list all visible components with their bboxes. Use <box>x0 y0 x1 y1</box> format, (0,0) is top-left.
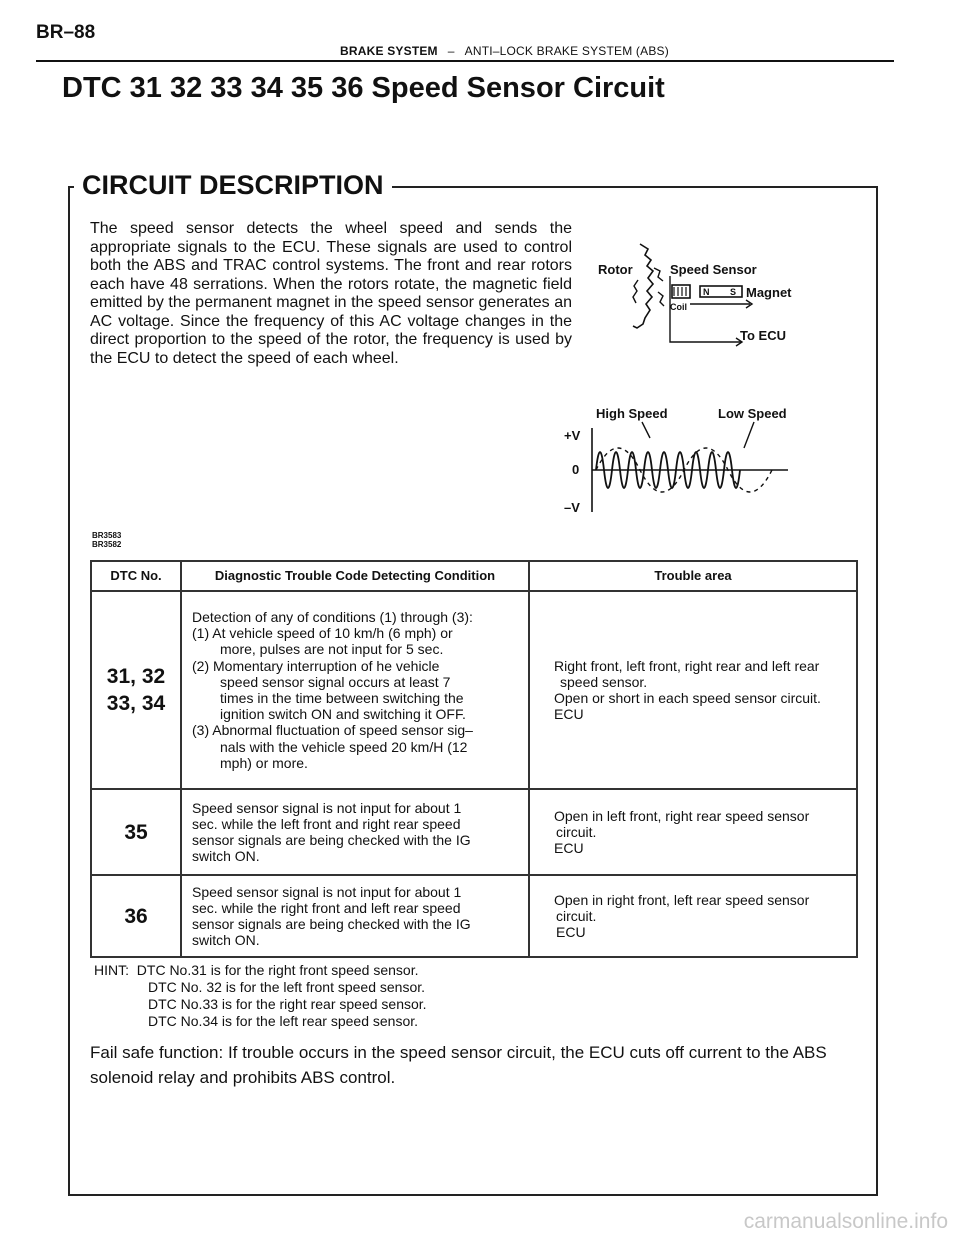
dtc-code: 36 <box>124 904 148 928</box>
label-speed-sensor: Speed Sensor <box>670 262 757 277</box>
watermark: carmanualsonline.info <box>743 1210 948 1233</box>
label-to-ecu: To ECU <box>740 328 786 343</box>
label-low-speed: Low Speed <box>718 406 787 421</box>
dtc-code-cell <box>91 789 181 875</box>
trouble-area-cell <box>529 591 857 789</box>
speed-sensor-diagram <box>596 240 806 350</box>
condition-line: speed sensor signal occurs at least 7 <box>220 673 451 690</box>
dtc-code-cell <box>91 591 181 789</box>
condition-line: sensor signals are being checked with the IG <box>192 832 471 848</box>
label-magnet: Magnet <box>746 285 792 300</box>
trouble-area-cell <box>529 875 857 957</box>
condition-line: Speed sensor signal is not input for about 1 <box>192 883 462 900</box>
condition-line: sec. while the left front and right rear speed <box>192 815 461 832</box>
trouble-area-line: circuit. <box>556 907 597 924</box>
waveform-diagram <box>560 402 810 520</box>
trouble-area-line: ECU <box>554 840 584 857</box>
dtc-code: 33, 34 <box>106 692 166 715</box>
condition-cell <box>181 875 529 957</box>
condition-line: nals with the vehicle speed 20 km/H (12 <box>220 738 468 755</box>
dtc-code-cell <box>91 875 181 957</box>
magnet-pole-n: N <box>703 287 710 297</box>
section-heading: CIRCUIT DESCRIPTION <box>74 170 392 201</box>
condition-line: (3) Abnormal fluctuation of speed sensor sig– <box>192 722 473 739</box>
trouble-area-line: ECU <box>554 706 584 723</box>
header-condition: Diagnostic Trouble Code Detecting Condition <box>181 561 529 591</box>
circuit-description-text: The speed sensor detects the wheel speed and sends the appropriate signals to the ECU. These signals are used to control both the ABS and TRAC control systems. The front and rear rotors each have 48 serrations. When the rotors rotate, the magnetic field emitted by the permanent magnet in the speed sensor generates an AC voltage. Since the frequency of this AC voltage changes in the direct proportion to the speed of the rotor, the frequency is used by the ECU to detect the speed of each wheel. <box>90 220 572 367</box>
condition-line: more, pulses are not input for 5 sec. <box>220 641 444 658</box>
condition-line: (1) At vehicle speed of 10 km/h (6 mph) or <box>192 625 453 642</box>
condition-line: times in the time between switching the <box>220 690 464 706</box>
condition-line: switch ON. <box>192 932 260 949</box>
header-trouble-area: Trouble area <box>529 561 857 591</box>
table-row <box>91 875 857 957</box>
fail-safe-text: Fail safe function: If trouble occurs in the speed sensor circuit, the ECU cuts off current to the ABS solenoid relay and prohibits ABS control. <box>90 1043 827 1087</box>
header-rule <box>36 60 894 62</box>
table-row <box>91 591 857 789</box>
hint-line: DTC No. 32 is for the left front speed sensor. <box>148 979 426 995</box>
figure-code: BR3583 <box>92 531 122 540</box>
condition-line: Speed sensor signal is not input for about 1 <box>192 799 462 816</box>
hint-label: HINT: <box>94 962 129 978</box>
condition-line: sec. while the right front and left rear speed <box>192 899 461 916</box>
rotor-icon <box>633 244 653 328</box>
condition-cell <box>181 591 529 789</box>
condition-line: sensor signals are being checked with the IG <box>192 916 471 932</box>
trouble-area-line: Right front, left front, right rear and left rear <box>554 657 820 674</box>
running-header <box>340 44 669 58</box>
label-plus-v: +V <box>564 428 581 443</box>
label-rotor: Rotor <box>598 262 633 277</box>
condition-line: (2) Momentary interruption of he vehicle <box>192 657 440 674</box>
header-separator: – <box>447 44 455 58</box>
dtc-table <box>90 560 858 958</box>
label-zero: 0 <box>572 462 580 477</box>
condition-line: switch ON. <box>192 848 260 865</box>
condition-line: ignition switch ON and switching it OFF. <box>220 706 466 723</box>
section-name: BRAKE SYSTEM <box>340 44 438 58</box>
hint-line: DTC No.33 is for the right rear speed sensor. <box>148 996 427 1012</box>
label-high-speed: High Speed <box>596 406 668 421</box>
magnet-pole-s: S <box>730 287 737 297</box>
trouble-area-cell <box>529 789 857 875</box>
trouble-area-line: Open in right front, left rear speed sensor <box>554 891 810 908</box>
coil-icon <box>672 285 690 298</box>
table-header-row <box>91 561 857 591</box>
page-title: DTC 31 32 33 34 35 36 Speed Sensor Circuit <box>62 72 665 104</box>
hint-block <box>94 962 427 1030</box>
condition-line: mph) or more. <box>220 754 308 771</box>
table-row <box>91 789 857 875</box>
trouble-area-line: speed sensor. <box>560 673 648 690</box>
figure-code: BR3582 <box>92 540 122 549</box>
figure-codes <box>92 531 121 549</box>
label-coil: Coil <box>670 302 687 312</box>
dtc-code: 31, 32 <box>106 665 166 688</box>
page-number: BR–88 <box>36 22 96 43</box>
hint-line: DTC No.31 is for the right front speed sensor. <box>136 962 419 978</box>
condition-line: Detection of any of conditions (1) through (3): <box>192 608 473 625</box>
trouble-area-line: circuit. <box>556 823 597 840</box>
label-minus-v: –V <box>564 500 580 515</box>
trouble-area-line: Open in left front, right rear speed sensor <box>554 807 810 824</box>
dtc-code: 35 <box>124 820 148 844</box>
trouble-area-line: Open or short in each speed sensor circuit. <box>554 690 821 706</box>
trouble-area-line: ECU <box>556 924 586 941</box>
header-dtc-no: DTC No. <box>91 561 181 591</box>
condition-cell <box>181 789 529 875</box>
hint-line: DTC No.34 is for the left rear speed sensor. <box>148 1013 419 1029</box>
subsection-name: ANTI–LOCK BRAKE SYSTEM (ABS) <box>464 44 669 58</box>
